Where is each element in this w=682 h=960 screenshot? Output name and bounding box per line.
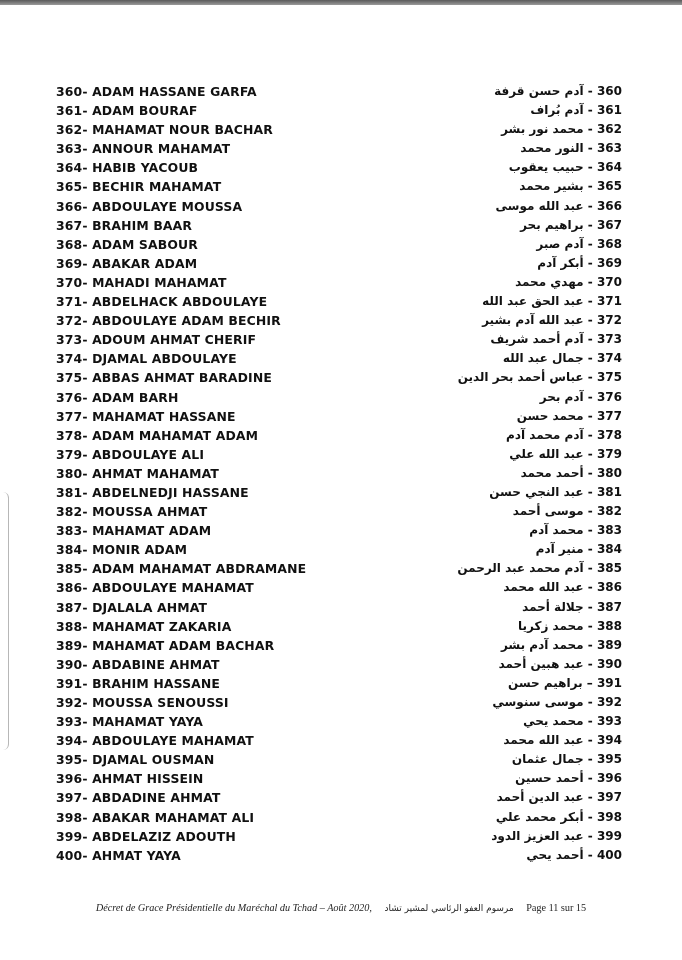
arabic-name: 391 – براهيم حسن [508, 675, 622, 690]
latin-name: 391- BRAHIM HASSANE [56, 675, 221, 691]
arabic-name: 379 - عبد الله علي [509, 446, 622, 461]
list-item [0, 750, 682, 769]
arabic-name: 399 - عبد العزيز الدود [491, 828, 622, 843]
arabic-name: 380 - أحمد محمد [520, 465, 622, 480]
latin-name: 360- ADAM HASSANE GARFA [56, 84, 257, 99]
list-item [0, 712, 682, 731]
list-item [0, 311, 682, 330]
list-item [0, 464, 682, 483]
latin-name: 379- ABDOULAYE ALI [56, 446, 205, 462]
latin-name: 370- MAHADI MAHAMAT [56, 274, 227, 290]
arabic-name: 377 - محمد حسن [516, 408, 622, 423]
latin-name: 389- MAHAMAT ADAM BACHAR [56, 637, 275, 653]
name-list [0, 82, 682, 865]
arabic-name: 374 - جمال عبد الله [502, 351, 622, 366]
latin-name: 397- ABDADINE AHMAT [56, 790, 221, 806]
arabic-name: 371 - عبد الحق عبد الله [482, 294, 622, 309]
arabic-name: 397 - عبد الدين أحمد [496, 790, 622, 805]
arabic-name: 395 - جمال عثمان [511, 752, 622, 767]
latin-name: 394- ABDOULAYE MAHAMAT [56, 733, 254, 749]
latin-name: 388- MAHAMAT ZAKARIA [56, 618, 232, 634]
list-item [0, 349, 682, 368]
list-item [0, 769, 682, 788]
latin-name: 396- AHMAT HISSEIN [56, 771, 204, 787]
latin-name: 366- ABDOULAYE MOUSSA [56, 198, 243, 214]
arabic-name: 385 - آدم محمد عبد الرحمن [457, 561, 622, 576]
list-item [0, 101, 682, 120]
list-item [0, 388, 682, 407]
arabic-name: 390 - عبد هبين أحمد [498, 656, 622, 671]
latin-name: 375- ABBAS AHMAT BARADINE [56, 370, 272, 386]
arabic-name: 365 - بشير محمد [519, 179, 622, 194]
latin-name: 361- ADAM BOURAF [56, 103, 198, 119]
list-item [0, 502, 682, 521]
arabic-name: 398 - أبكر محمد علي [495, 809, 622, 824]
page-footer [0, 903, 682, 914]
arabic-name: 360 - آدم حسن قرفة [494, 84, 622, 98]
list-item [0, 808, 682, 827]
list-item [0, 788, 682, 807]
latin-name: 385- ADAM MAHAMAT ABDRAMANE [56, 561, 307, 577]
latin-name: 371- ABDELHACK ABDOULAYE [56, 294, 268, 310]
list-item [0, 235, 682, 254]
top-border [0, 0, 682, 5]
list-item [0, 273, 682, 292]
list-item [0, 846, 682, 865]
latin-name: 399- ABDELAZIZ ADOUTH [56, 828, 236, 844]
list-item [0, 197, 682, 216]
latin-name: 374- DJAMAL ABDOULAYE [56, 351, 237, 367]
list-item [0, 674, 682, 693]
latin-name: 377- MAHAMAT HASSANE [56, 408, 236, 424]
list-item [0, 559, 682, 578]
arabic-name: 368 - آدم صبر [536, 236, 622, 251]
list-item [0, 731, 682, 750]
arabic-name: 387 - جلالة أحمد [522, 599, 622, 614]
latin-name: 398- ABAKAR MAHAMAT ALI [56, 809, 255, 825]
list-item [0, 617, 682, 636]
latin-name: 383- MAHAMAT ADAM [56, 523, 212, 539]
arabic-name: 372 - عبد الله آدم بشير [482, 313, 622, 328]
latin-name: 390- ABDABINE AHMAT [56, 656, 220, 672]
arabic-name: 386 - عبد الله محمد [503, 580, 622, 595]
latin-name: 369- ABAKAR ADAM [56, 255, 198, 271]
arabic-name: 373 - آدم أحمد شريف [490, 332, 622, 347]
arabic-name: 393 - محمد يحي [523, 714, 622, 729]
arabic-name: 378 - آدم محمد آدم [506, 427, 622, 442]
latin-name: 400- AHMAT YAYA [56, 847, 181, 863]
arabic-name: 361 - آدم بُراف [530, 103, 622, 118]
arabic-name: 376 - آدم بحر [539, 389, 622, 404]
list-item [0, 445, 682, 464]
list-item [0, 655, 682, 674]
list-item [0, 177, 682, 196]
latin-name: 393- MAHAMAT YAYA [56, 714, 204, 730]
latin-name: 395- DJAMAL OUSMAN [56, 752, 215, 768]
arabic-name: 363 - النور محمد [520, 141, 622, 156]
arabic-name: 384 - منير آدم [535, 542, 622, 557]
latin-name: 382- MOUSSA AHMAT [56, 504, 208, 520]
list-item [0, 158, 682, 177]
latin-name: 373- ADOUM AHMAT CHERIF [56, 332, 257, 348]
list-item [0, 426, 682, 445]
latin-name: 362- MAHAMAT NOUR BACHAR [56, 122, 273, 138]
arabic-name: 370 - مهدي محمد [515, 274, 622, 289]
arabic-name: 364 - حبيب يعقوب [508, 160, 622, 175]
list-item [0, 139, 682, 158]
latin-name: 381- ABDELNEDJI HASSANE [56, 484, 249, 500]
list-item [0, 292, 682, 311]
arabic-name: 400 - أحمد يحي [526, 847, 622, 862]
arabic-name: 366 - عبد الله موسى [495, 198, 622, 213]
latin-name: 386- ABDOULAYE MAHAMAT [56, 580, 254, 596]
arabic-name: 382 - موسى أحمد [512, 504, 622, 519]
arabic-name: 367 - براهيم بحر [520, 217, 622, 232]
list-item [0, 407, 682, 426]
list-item [0, 598, 682, 617]
arabic-name: 396 - أحمد حسين [515, 771, 622, 786]
latin-name: 372- ABDOULAYE ADAM BECHIR [56, 313, 281, 329]
latin-name: 380- AHMAT MAHAMAT [56, 465, 219, 481]
arabic-name: 375 - عباس أحمد بحر الدين [457, 370, 622, 385]
footer-decree-title: Décret de Grace Présidentielle du Maréchal du Tchad – Août 2020, [95, 903, 372, 914]
list-item [0, 330, 682, 349]
list-item [0, 82, 682, 101]
latin-name: 363- ANNOUR MAHAMAT [56, 141, 231, 157]
arabic-name: 369 - أبكر آدم [537, 255, 622, 270]
arabic-name: 394 - عبد الله محمد [503, 733, 622, 748]
latin-name: 368- ADAM SABOUR [56, 236, 198, 252]
arabic-name: 392 - موسى سنوسي [492, 695, 622, 709]
latin-name: 384- MONIR ADAM [56, 542, 188, 558]
footer-page-number: Page 11 sur 15 [526, 903, 587, 914]
latin-name: 367- BRAHIM BAAR [56, 217, 193, 233]
list-item [0, 254, 682, 273]
arabic-name: 389 - محمد آدم بشر [500, 637, 622, 652]
latin-name: 376- ADAM BARH [56, 389, 179, 405]
latin-name: 387- DJALALA AHMAT [56, 599, 208, 615]
latin-name: 378- ADAM MAHAMAT ADAM [56, 427, 259, 443]
list-item [0, 368, 682, 387]
arabic-name: 388 - محمد زكريا [518, 618, 622, 633]
list-item [0, 578, 682, 597]
arabic-name: 383 - محمد آدم [529, 523, 622, 538]
list-item [0, 483, 682, 502]
latin-name: 365- BECHIR MAHAMAT [56, 179, 222, 195]
arabic-name: 362 - محمد نور بشر [501, 122, 622, 137]
footer-decree-title-arabic: مرسوم العفو الرئاسي لمشير تشاد [384, 904, 514, 914]
list-item [0, 120, 682, 139]
list-item [0, 540, 682, 559]
list-item [0, 693, 682, 712]
latin-name: 392- MOUSSA SENOUSSI [56, 695, 229, 710]
list-item [0, 521, 682, 540]
latin-name: 364- HABIB YACOUB [56, 160, 199, 176]
list-item [0, 636, 682, 655]
list-item [0, 827, 682, 846]
list-item [0, 216, 682, 235]
arabic-name: 381 - عبد النجي حسن [489, 484, 622, 499]
